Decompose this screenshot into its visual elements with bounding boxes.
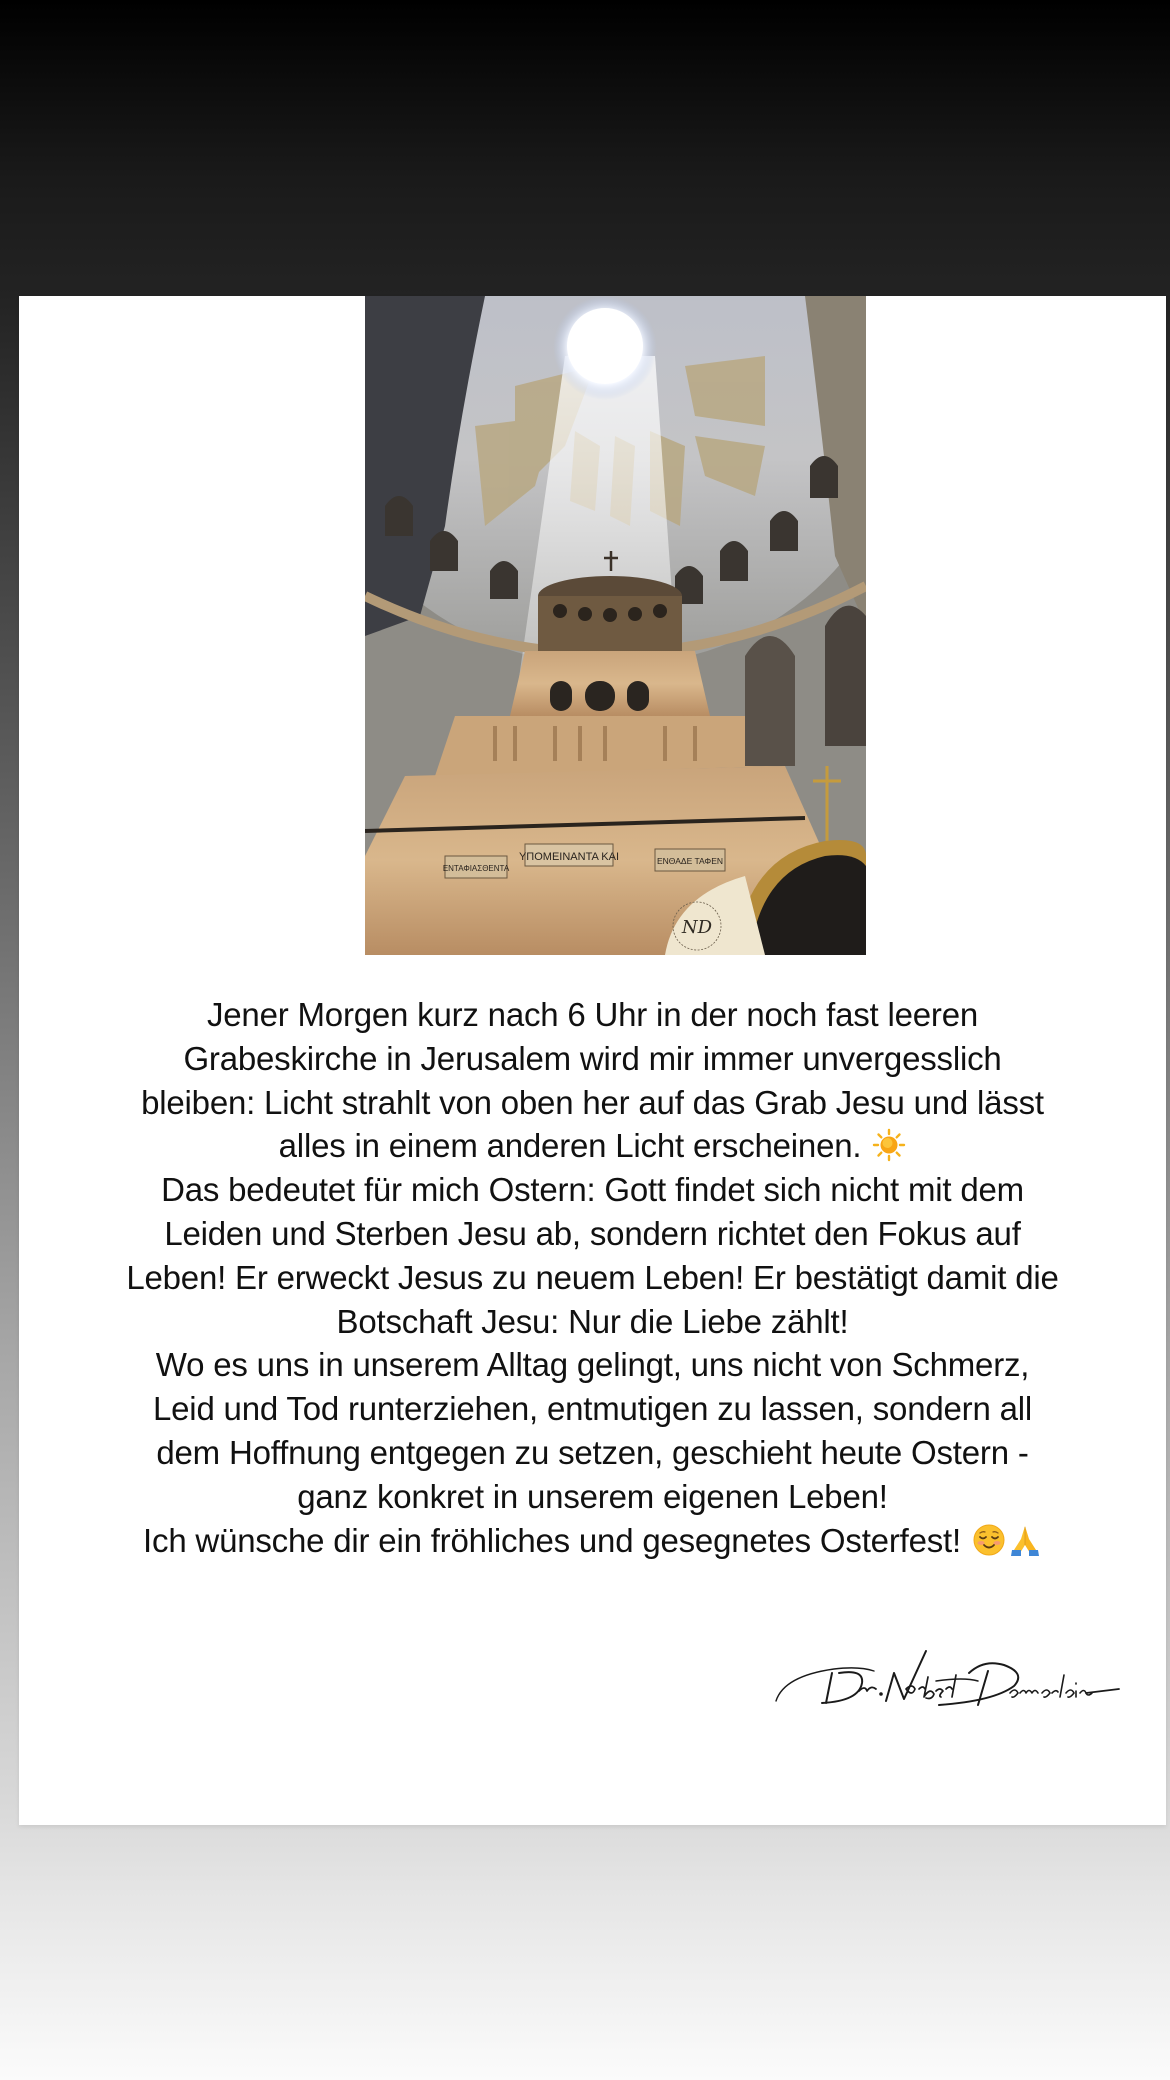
inscription-right: ΕΝΘΑΔΕ ΤΑΦΕΝ bbox=[656, 856, 724, 866]
caption-line-12: ganz konkret in unserem eigenen Leben! bbox=[297, 1477, 888, 1515]
caption-line-1: Jener Morgen kurz nach 6 Uhr in der noch fast leeren bbox=[206, 996, 978, 1033]
watermark-monogram: ND bbox=[681, 917, 713, 938]
inscription-left: ΕΝΤΑΦΙΑΣΘΕΝΤΑ bbox=[442, 864, 510, 873]
caption-line-13 bbox=[19, 1519, 1166, 1563]
caption-line-10: Leid und Tod runterziehen, entmutigen zu lassen, sondern all bbox=[153, 1390, 1032, 1428]
caption-line-5: Das bedeutet für mich Ostern: Gott findet sich nicht mit dem bbox=[161, 1171, 1024, 1209]
smiling-face-icon bbox=[972, 1523, 1006, 1557]
caption-line-4-text: alles in einem anderen Licht erscheinen. bbox=[278, 1127, 862, 1165]
inscription-center: ΥΠΟΜΕΙΝΑΝΤΑ ΚΑΙ bbox=[518, 851, 620, 863]
caption-line-7: Leben! Er erweckt Jesus zu neuem Leben! Er bestätigt damit die bbox=[126, 1258, 1059, 1296]
post-photo bbox=[365, 296, 866, 955]
caption-line-4 bbox=[19, 1124, 1166, 1168]
caption-line-8: Botschaft Jesu: Nur die Liebe zählt! bbox=[336, 1302, 849, 1340]
caption-line-11: dem Hoffnung entgegen zu setzen, geschieht heute Ostern - bbox=[156, 1433, 1029, 1471]
caption-line-6: Leiden und Sterben Jesu ab, sondern richtet den Fokus auf bbox=[164, 1214, 1021, 1252]
caption-line-9: Wo es uns in unserem Alltag gelingt, uns nicht von Schmerz, bbox=[155, 1346, 1030, 1384]
folded-hands-icon bbox=[1008, 1523, 1042, 1557]
signature bbox=[764, 1631, 1124, 1721]
sun-icon bbox=[872, 1128, 906, 1162]
caption-line-2: Grabeskirche in Jerusalem wird mir immer unvergesslich bbox=[183, 1039, 1002, 1077]
post-caption bbox=[19, 993, 1166, 1562]
caption-line-3: bleiben: Licht strahlt von oben her auf das Grab Jesu und lässt bbox=[141, 1083, 1044, 1121]
post-card bbox=[19, 296, 1166, 1825]
caption-line-13-text: Ich wünsche dir ein fröhliches und gesegnetes Osterfest! bbox=[143, 1521, 961, 1559]
